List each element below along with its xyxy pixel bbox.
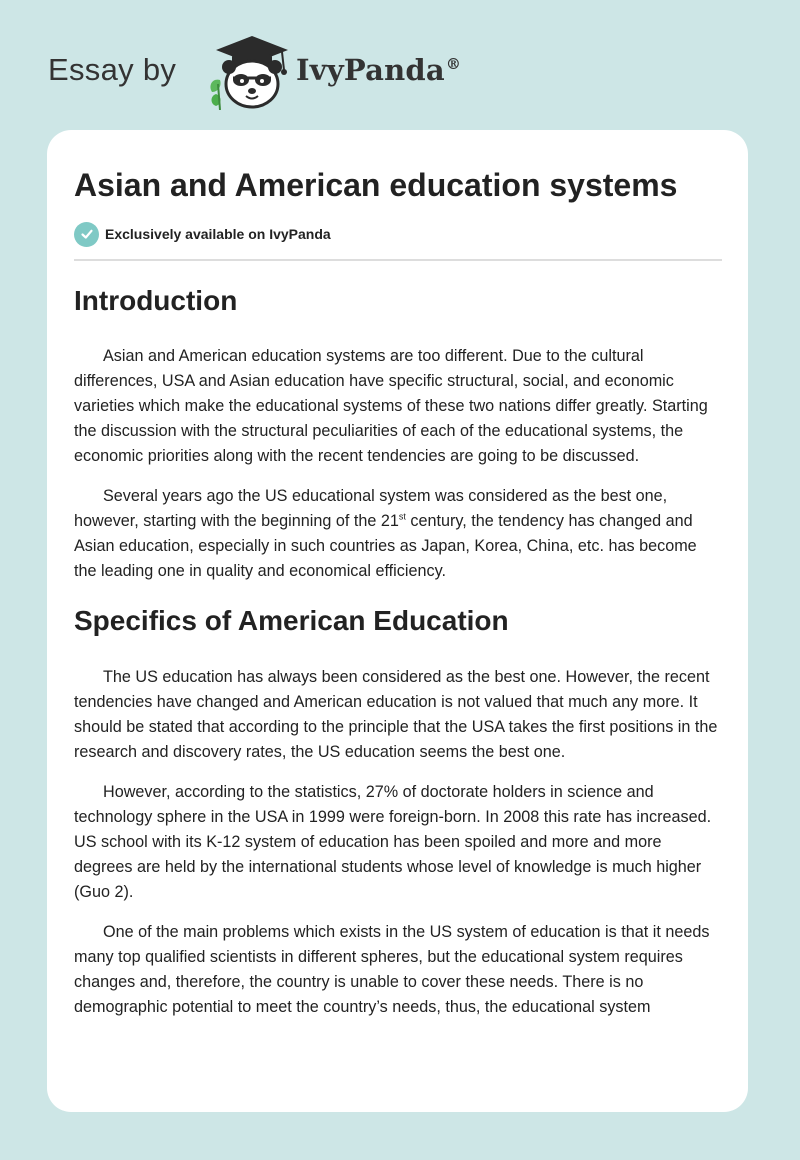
- essay-by-label: Essay by: [48, 52, 177, 87]
- exclusive-badge: [74, 221, 722, 247]
- paragraph: Asian and American education systems are too different. Due to the cultural differences, USA and Asian education have specific structural, social, and economic varieties which make the educational systems of these two nations differ greatly. Starting the discussion with the structural peculiarities of each of the educational systems, the economic priorities along with the recent tendencies are going to be discussed.: [74, 347, 708, 465]
- title-divider: [74, 259, 722, 261]
- panda-logo-icon[interactable]: [202, 34, 292, 110]
- brand-name[interactable]: IvyPanda®: [296, 53, 462, 87]
- paragraph: The US education has always been considered as the best one. However, the recent tendencies have changed and American education is not valued that much any more. It should be stated that according to the principle that the USA takes the first positions in the research and discovery rates, the US education seems the best one.: [74, 668, 718, 761]
- paragraph: Several years ago the US educational system was considered as the best one, however, starting with the beginning of the 21st century, the tendency has changed and Asian education, especially in such countries as Japan, Korea, China, etc. has become the leading one in quality and economical efficiency.: [74, 487, 697, 580]
- paragraph: One of the main problems which exists in the US system of education is that it needs many top qualified scientists in different spheres, but the educational system requires changes and, therefore, the country is unable to cover these needs. There is no demographic potential to meet the country’s needs, thus, the educational system: [74, 923, 710, 1016]
- paragraph: However, according to the statistics, 27% of doctorate holders in science and technology sphere in the USA in 1999 were foreign-born. In 2008 this rate has increased. US school with its K-12 system of education has been spoiled and more and more degrees are held by the international students whose level of knowledge is much higher (Guo 2).: [74, 783, 712, 901]
- section-heading-introduction: Introduction: [74, 285, 238, 316]
- page-title: Asian and American education systems: [74, 167, 678, 203]
- check-icon: [74, 222, 99, 247]
- registered-mark: ®: [445, 55, 462, 73]
- section-heading-american-education: Specifics of American Education: [74, 605, 509, 636]
- site-header: [48, 34, 508, 110]
- essay-card: [47, 130, 748, 1112]
- ordinal-superscript: st: [398, 511, 406, 522]
- exclusive-badge-text: Exclusively available on IvyPanda: [105, 226, 331, 242]
